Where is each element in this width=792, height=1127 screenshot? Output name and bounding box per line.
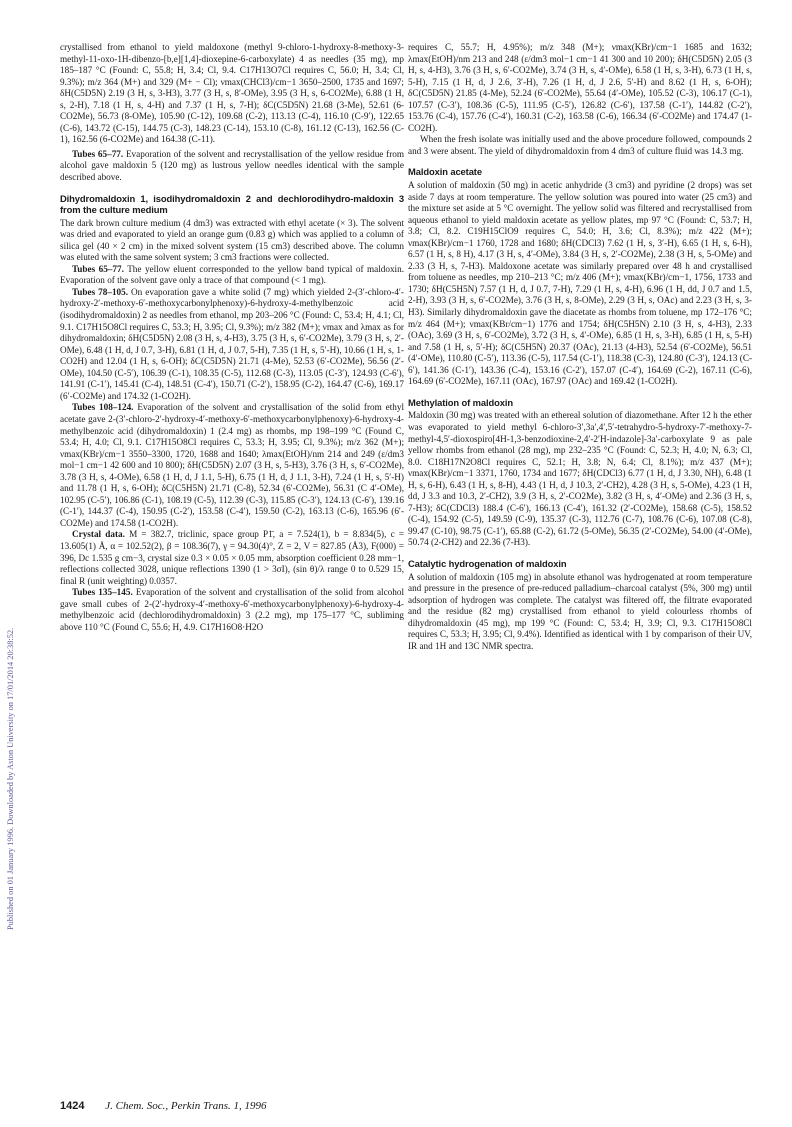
- right-column: [408, 42, 752, 652]
- paragraph-text: The yellow eluent corresponded to the yellow band typical of maldoxin. Evaporation of the solvent gave only a trace of that compound (< 1 mg).: [60, 263, 404, 286]
- run-in-heading: Tubes 108–124.: [72, 402, 134, 413]
- paragraph-methylation: Maldoxin (30 mg) was treated with an ethereal solution of diazomethane. After 12 h the ether was evaporated to yield methyl 6-chloro-3′,3a′,4′,5′-tetrahydro-5-hydroxy-7′-methoxy-7-methyl-4,5′-dioxospiro[4H-1,3-benzodioxine-2,4′-2′H-indazole]-3a′-carboxylate 9 as pale yellow rhombs from ethanol (28 mg), mp 232–235 °C (Found: C, 52.3; H, 4.0; N, 6.3; Cl, 8.0. C18H17N2O8Cl requires C, 52.1; H, 3.8; N, 6.4; Cl, 8.1%); m/z 437 (M+); νmax(KBr)/cm−1 3371, 1760, 1734 and 1677; δH(CDCl3) 6.77 (1 H, d, J 3.30, NH), 6.48 (1 H, s, 6-H), 6.43 (1 H, s, 8-H), 4.43 (1 H, d, J 10.3, 2′-CH2), 4.28 (3 H, s, 5-OMe), 4.23 (1 H, dd, J 3.3 and 10.3, 2′-CH2), 3.9 (3 H, s, 2′-CO2Me), 3.82 (3 H, s, 4′-OMe) and 2.36 (3 H, s, 7-H3); δC(CDCl3) 188.4 (C-6′), 166.13 (C-4′), 161.32 (2′-CO2Me), 158.68 (C-5), 158.52 (C-4), 154.92 (C-5), 149.59 (C-9), 135.37 (C-3), 112.76 (C-7), 108.76 (C-6), 107.08 (C-8), 99.47 (C-10), 98.75 (C-1′), 65.88 (C-2), 61.72 (5-OMe), 56.35 (2′-CO2Me), 54.00 (4′-OMe), 50.74 (2-CH2) and 22.36 (7-H3).: [408, 410, 752, 548]
- paragraph-crystal-data: [60, 529, 404, 587]
- section-heading-hydrogenation: Catalytic hydrogenation of maldoxin: [408, 557, 567, 569]
- paragraph-text: M = 382.7, triclinic, space group P1̄, a = 7.524(1), b = 8.834(5), c = 13.605(1) Å, α = 102.52(2), β = 108.36(7), γ = 94.30(4)°, Z = 2, V = 827.85 (Å3), F(000) = 396, Dc 1.535 g cm−3, crystal size 0.3 × 0.05 × 0.05 mm, absorption coefficient 0.28 mm−1, reflections collected 3028, unique reflections 1390 (1 > 3σI), (sin θ)/λ range 0 to 0.529 15, final R (unit weighting) 0.0357.: [60, 529, 404, 586]
- paragraph-fresh-isolate: When the fresh isolate was initially used and the above procedure followed, compounds 2 and 3 were absent. The yield of dihydromaldoxin from 4 dm3 of culture fluid was 14.3 mg.: [408, 134, 752, 156]
- left-column: [60, 42, 404, 633]
- run-in-heading: Tubes 65–77.: [72, 263, 124, 274]
- paragraph-dechloro-continued: requires C, 55.7; H, 4.95%); m/z 348 (M+); νmax(KBr)/cm−1 1685 and 1632; λmax(EtOH)/nm 213 and 248 (ε/dm3 mol−1 cm−1 41 300 and 10 200); δH(C5D5N) 2.05 (3 H, s, 4-H3), 3.76 (3 H, s, 6′-CO2Me), 3.74 (3 H, s, 4′-OMe), 6.58 (1 H, s, 3-H), 6.73 (1 H, s, 5-H), 7.15 (1 H, d, J 2.6, 3′-H), 7.26 (1 H, d, J 2.6, 5′-H) and 8.62 (1 H, s, 6-OH); δC(C5D5N) 21.85 (4-Me), 52.24 (6′-CO2Me), 55.64 (4′-OMe), 105.52 (C-3), 106.17 (C-1), 107.57 (C-3′), 108.36 (C-5), 111.95 (C-5′), 126.82 (C-6′), 137.58 (C-1′), 144.82 (C-2′), 153.76 (C-4), 157.76 (C-4′), 160.31 (C-2), 163.58 (C-6), 166.34 (6′-CO2Me) and 174.47 (1-CO2H).: [408, 42, 752, 133]
- section-heading-maldoxin-acetate: Maldoxin acetate: [408, 166, 482, 178]
- paragraph-maldoxone: crystallised from ethanol to yield maldoxone (methyl 9-chloro-1-hydroxy-8-methoxy-3-methyl-11-oxo-1H-dibenzo-[b,e][1,4]-dioxepine-6-carboxylate) 4 as needles (35 mg), mp 185–187 °C (Found: C, 55.8; H, 3.4; Cl, 9.4. C17H13O7Cl requires C, 56.0; H, 3.4; Cl, 9.3%); m/z 364 (M+) and 329 (M+ − Cl); νmax(CHCl3)/cm−1 3650–2500, 1735 and 1697; δH(C5D5N) 2.19 (3 H, s, 3-H3), 3.77 (3 H, s, 8′-OMe), 3.95 (3 H, s, 6-CO2Me), 6.88 (1 H, s, 2-H), 7.18 (1 H, s, 4-H) and 7.37 (1 H, s, 7-H); δC(C5D5N) 21.68 (3-Me), 52.61 (6-CO2Me), 56.73 (8-OMe), 105.90 (C-12), 109.68 (C-2), 113.13 (C-4), 116.10 (C-9′), 122.65 (C-6), 143.72 (C-15), 144.75 (C-3), 148.23 (C-14), 153.10 (C-8), 161.12 (C-13), 162.56 (C-1), 162.56 (6-CO2Me) and 164.38 (C-11).: [60, 42, 404, 145]
- run-in-heading: Crystal data.: [72, 529, 125, 540]
- paragraph-extraction: The dark brown culture medium (4 dm3) was extracted with ethyl acetate (× 3). The solvent was dried and evaporated to yield an orange gum (0.83 g) which was applied to a column of silica gel (40 × 2 cm) in the mixed solvent system (15 cm3) described above. The column was eluted with the same solvent system; 3 cm3 fractions were collected.: [60, 217, 404, 263]
- section-heading-dihydromaldoxin: Dihydromaldoxin 1, isodihydromaldoxin 2 and dechlorodihydro-maldoxin 3 from the culture medium: [60, 192, 404, 216]
- page-number: 1424: [60, 1100, 85, 1112]
- run-in-heading: Tubes 65–77.: [72, 148, 124, 159]
- download-notice: [6, 170, 20, 930]
- paragraph-tubes-108-124: [60, 402, 404, 529]
- paragraph-hydrogenation: A solution of maldoxin (105 mg) in absolute ethanol was hydrogenated at room temperature and pressure in the presence of pre-reduced palladium–charcoal catalyst (5%, 300 mg) until adsorption of hydrogen was complete. The catalyst was filtered off, the filtrate evaporated and the residue (82 mg) crystallised from ethanol to yield colourless rhombs of dihydromaldoxin (45 mg), mp 199 °C (Found: C, 53.4; H, 3.9; Cl, 9.3. C17H15O8Cl requires C, 53.3; H, 3.95; Cl, 9.4%). Identified as identical with 1 by comparison of their UV, IR and 1H and 13C NMR spectra.: [408, 571, 752, 651]
- download-notice-text: Published on 01 January 1996. Downloaded by Aston University on 17/01/2014 20:38:52.: [6, 627, 15, 930]
- paragraph-tubes-65-77-first: [60, 149, 404, 184]
- paragraph-tubes-65-77-second: [60, 264, 404, 287]
- paragraph-tubes-135-145: [60, 587, 404, 633]
- paragraph-text: Evaporation of the solvent and recrystallisation of the yellow residue from alcohol gave maldoxin 5 (120 mg) as lustrous yellow needles identical with the sample described above.: [60, 148, 405, 183]
- run-in-heading: Tubes 135–145.: [72, 587, 133, 598]
- paragraph-text: On evaporation gave a white solid (7 mg) which yielded 2-(3′-chloro-4′-hydroxy-2′-methoxy-6′-methoxycarbonylphenoxy)-6-hydroxy-4-methylbenzoic acid (isodihydromaldoxin) 2 as needles from ethanol, mp 203–206 °C (Found: C, 53.4; H, 4.1; Cl, 9.1. C17H15O8Cl requires C, 53.3; H, 3.95; Cl, 9.3%); m/z 382 (M+); νmax and λmax as for dihydromaldoxin; δH(C5D5N) 2.08 (3 H, s, 4-H3), 3.75 (3 H, s, 6′-CO2Me), 3.79 (3 H, s, 2′-OMe), 6.48 (1 H, d, J 0.7, 3-H), 6.81 (1 H, d, J 0.7, 5-H), 7.35 (1 H, s, 5′-H), 10.66 (1 H, s, 1-CO2H) and 12.04 (1 H, s, 6-OH); δC(C5D5N) 21.71 (4-Me), 52.53 (6′-CO2Me), 56.56 (2′-OMe), 104.50 (C-5′), 106.39 (C-1), 108.35 (C-5), 112.68 (C-3), 113.05 (C-3′), 124.93 (C-6′), 141.91 (C-1′), 145.41 (C-4), 148.51 (C-4′), 150.71 (C-2′), 158.95 (C-2), 164.47 (C-6), 169.17 (6′-CO2Me) and 174.32 (1-CO2H).: [60, 286, 404, 401]
- run-in-heading: Tubes 78–105.: [72, 286, 129, 297]
- paragraph-text: Evaporation of the solvent and crystallisation of the solid from ethyl acetate gave 2-(3′-chloro-2′-hydroxy-4′-methoxy-6′-methoxycarbonylphenoxy)-6-hydroxy-4-methylbenzoic acid (dihydromaldoxin) 1 (2.4 mg) as rhombs, mp 198–199 °C (Found C, 53.4; H, 4.0; Cl, 9.1. C17H15O8Cl requires C, 53.3; H, 3.95; Cl, 9.3%); m/z 362 (M+); νmax(KBr)/cm−1 3550–3300, 1720, 1688 and 1640; λmax(EtOH)/nm 214 and 249 (ε/dm3 mol−1 cm−1 42 600 and 10 800); δH(C5D5N) 2.07 (3 H, s, 5-H3), 3.76 (3 H, s, 6′-CO2Me), 3.78 (3 H, s, 4-OMe), 6.58 (1 H, d, J 1.1, 5-H), 6.75 (1 H, d, J 1.1, 3-H), 7.24 (1 H, s, 5′-H) and 11.78 (1 H, s, 6-OH); δC(C5H5N) 21.71 (C-8), 52.34 (6′-CO2Me), 56.31 (C 4′-OMe), 102.95 (C-5′), 106.86 (C-1), 108.19 (C-5), 112.39 (C-3), 115.85 (C-3′), 124.13 (C-6′), 139.16 (C-1′), 144.37 (C-4), 150.95 (C-2′), 153.58 (C-4′), 159.50 (C-2), 163.13 (C-6), 165.96 (6′-CO2Me) and 174.58 (1-CO2H).: [60, 402, 404, 528]
- paragraph-tubes-78-105: [60, 287, 404, 402]
- paragraph-acetate: A solution of maldoxin (50 mg) in acetic anhydride (3 cm3) and pyridine (2 drops) was set aside 7 days at room temperature. The yellow solution was poured into water (25 cm3) and the mixture set aside at 5 °C overnight. The yellow solid was filtered and recrystallised from aqueous ethanol to yield maldoxin acetate as yellow plates, mp 97 °C (Found: C, 53.7; H, 3.8; Cl, 8.2. C19H15ClO9 requires C, 54.0; H, 3.6; Cl, 8.3%); m/z 422 (M+); νmax(KBr)/cm−1 1760, 1728 and 1680; δH(CDCl3) 7.62 (1 H, s, 3′-H), 6.65 (1 H, s, 6-H), 6.57 (1 H, s, 8 H), 4.17 (3 H, s, 4′-OMe), 3.84 (3 H, s, 2′-CO2Me), 2.38 (3 H, s, 5-OMe) and 2.33 (3 H, s, 7-H3). Maldoxone acetate was similarly prepared over 48 h and crystallised from toluene as needles, mp 210–213 °C; m/z 406 (M+); νmax(KBr)/cm−1, 1756, 1733 and 1730; δH(C5H5N) 7.57 (1 H, d, J 0.7, 7-H), 7.29 (1 H, s, 4-H), 6.96 (1 H, dd, J 0.7 and 1.5, 2-H), 3.93 (3 H, s, 6′-CO2Me), 3.76 (3 H, s, 8-OMe), 2.29 (3 H, s, OAc) and 2.23 (3 H, s, 3-H3). Similarly dihydromaldoxin gave the diacetate as rhombs from toluene, mp 172–176 °C; m/z 464 (M+); νmax(KBr/cm−1) 1776 and 1754; δH(C5H5N) 2.10 (3 H, s, 4-H3), 2.33 (OAc), 3.69 (3 H, s, 6′-CO2Me), 3.72 (3 H, s, 4′-OMe), 6.85 (1 H, s, 3-H), 6.85 (1 H, s, 5-H) and 7.58 (1 H, s, 5′-H); δC(C5H5N) 20.37 (OAc), 21.13 (4-H3), 52.54 (6′-CO2Me), 56.51 (4′-OMe), 110.80 (C-5′), 113.36 (C-5), 117.54 (C-1′), 118.38 (C-3), 124.80 (C-3′), 124.13 (C-6′), 141.36 (C-1′), 143.36 (C-4), 153.16 (C-2′), 157.07 (C-4′), 164.69 (C-2), 167.11 (C-6), 164.69 (6′-CO2Me), 167.11 (OAc), 167.97 (OAc) and 169.42 (1-CO2H).: [408, 180, 753, 387]
- paragraph-text: Evaporation of the solvent and crystallisation of the solid from alcohol gave small cubes of 2-(2′-hydroxy-4′-methoxy-6′-methoxycarbonylphenoxy)-6-hydroxy-4-methylbenzoic acid (dechlorodihydromaldoxin) 3 (2.2 mg), mp 175–177 °C, subliming above 110 °C (Found C, 55.6; H, 4.9. C17H16O8·H2O: [60, 587, 404, 632]
- journal-citation: J. Chem. Soc., Perkin Trans. 1, 1996: [105, 1100, 267, 1112]
- section-heading-methylation: Methylation of maldoxin: [408, 396, 513, 408]
- page-footer: [60, 1100, 267, 1112]
